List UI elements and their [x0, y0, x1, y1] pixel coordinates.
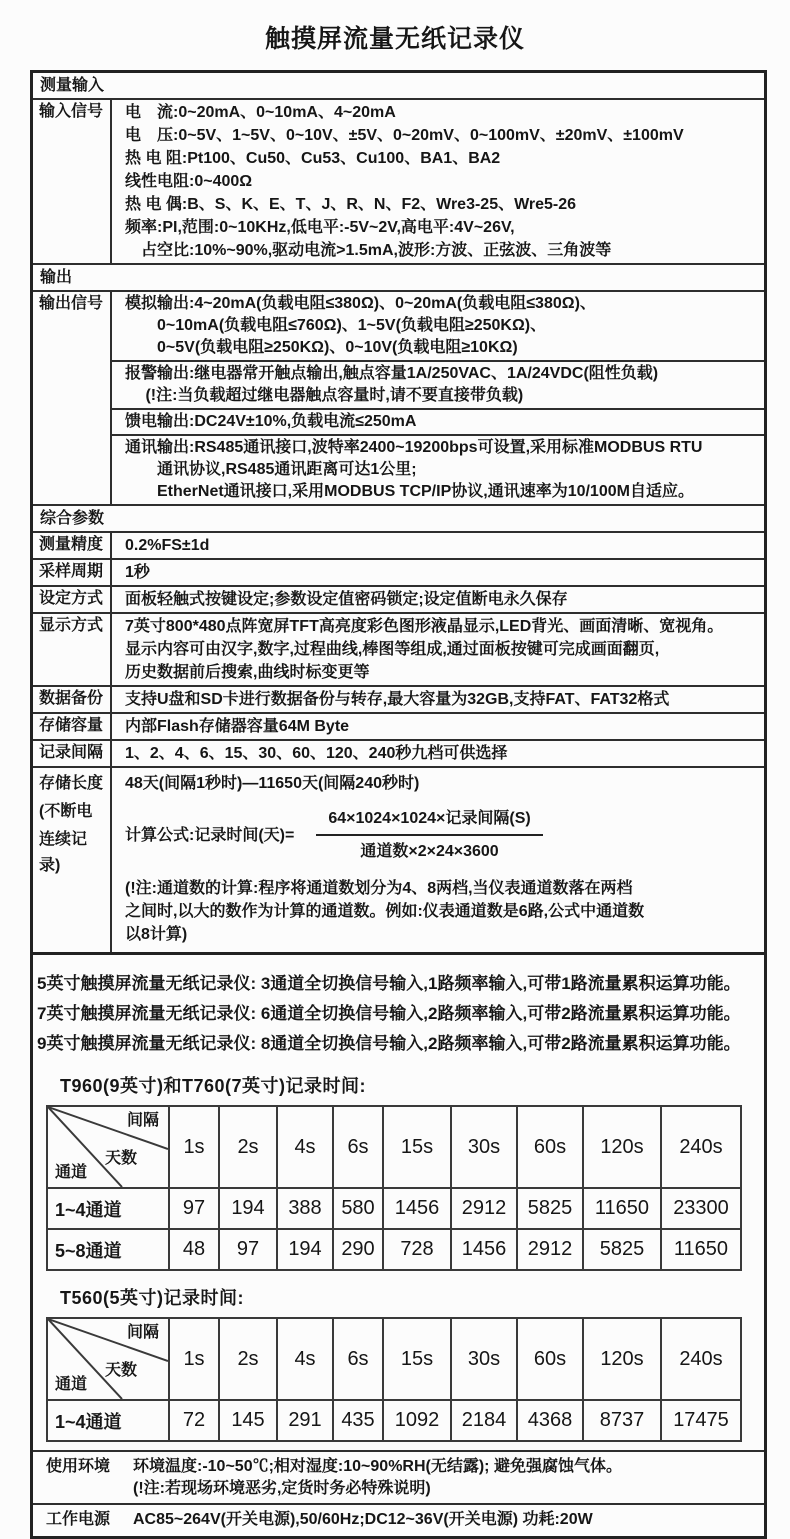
- storage-range-text: 48天(间隔1秒时)—11650天(间隔240秒时): [125, 775, 420, 792]
- spec-row-setting: [33, 585, 764, 612]
- value-cell: 23300: [661, 1188, 741, 1229]
- spec-text-line: 电 压:0~5V、1~5V、0~10V、±5V、0~20mV、0~100mV、±20mV、±100mV: [125, 127, 684, 144]
- spec-content-output-signal: [112, 292, 764, 504]
- spec-text-line: 7英寸800*480点阵宽屏TFT高亮度彩色图形液晶显示,LED背光、画面清晰、宽视角。: [125, 618, 724, 635]
- spec-label-capacity: 存储容量: [33, 714, 112, 739]
- spec-label-line: 存储长度: [39, 775, 104, 792]
- col-header: 2s: [219, 1106, 277, 1188]
- col-header: 60s: [517, 1318, 583, 1400]
- value-cell: 8737: [583, 1400, 661, 1441]
- spec-text-line: 占空比:10%~90%,驱动电流>1.5mA,波形:方波、正弦波、三角波等: [125, 242, 612, 259]
- value-cell: 97: [219, 1229, 277, 1270]
- row-label: 1~4通道: [47, 1400, 169, 1441]
- spec-label-input-signal: 输入信号: [33, 100, 112, 263]
- spec-label-sampling: 采样周期: [33, 560, 112, 585]
- section-row-general: [33, 504, 764, 531]
- note-line-5inch: 5英寸触摸屏流量无纸记录仪: 3通道全切换信号输入,1路频率输入,可带1路流量累积运算功能。: [37, 974, 741, 993]
- record-table-title-t560: T560(5英寸)记录时间:: [60, 1288, 245, 1308]
- section-row-measure-input: [33, 73, 764, 98]
- value-cell: 17475: [661, 1400, 741, 1441]
- storage-note-line: (!注:通道数的计算:程序将通道数划分为4、8两档,当仪表通道数落在两档: [125, 880, 633, 897]
- spec-label-interval: 记录间隔: [33, 741, 112, 766]
- spec-text-line: 通讯协议,RS485通讯距离可达1公里;: [125, 461, 417, 478]
- spec-content-storage-length: [112, 768, 764, 952]
- spec-text-line: 面板轻触式按键设定;参数设定值密码锁定;设定值断电永久保存: [125, 591, 568, 608]
- col-header: 30s: [451, 1106, 517, 1188]
- record-table-t960-t760: [46, 1105, 742, 1271]
- col-header: 4s: [277, 1106, 333, 1188]
- col-header: 4s: [277, 1318, 333, 1400]
- value-cell: 1092: [383, 1400, 451, 1441]
- spec-text-line: 历史数据前后搜索,曲线时标变更等: [125, 664, 370, 681]
- environment-line: (!注:若现场环境恶劣,定货时务必特殊说明): [133, 1480, 431, 1497]
- spec-text-line: EtherNet通讯接口,采用MODBUS TCP/IP协议,通讯速率为10/100M自适应。: [125, 483, 694, 500]
- spec-content-interval: [112, 741, 764, 766]
- spec-label-output-signal: 输出信号: [33, 292, 112, 504]
- spec-label-setting: 设定方式: [33, 587, 112, 612]
- spec-row-interval: [33, 739, 764, 766]
- spec-row-backup: [33, 685, 764, 712]
- spec-text-line: (!注:当负载超过继电器触点容量时,请不要直接带负载): [125, 387, 524, 404]
- spec-text-line: 频率:PI,范围:0~10KHz,低电平:-5V~2V,高电平:4V~26V,: [125, 219, 515, 236]
- corner-label-channel: 通道: [55, 1164, 88, 1181]
- formula-numerator: 64×1024×1024×记录间隔(S): [316, 807, 542, 836]
- corner-cell: [47, 1106, 169, 1188]
- table-row: [47, 1400, 741, 1441]
- spec-table: [30, 70, 767, 955]
- spec-text-line: 报警输出:继电器常开触点输出,触点容量1A/250VAC、1A/24VDC(阻性负载): [125, 365, 659, 382]
- corner-label-interval: 间隔: [126, 1112, 159, 1129]
- corner-label-days: 天数: [105, 1362, 138, 1379]
- spec-label-display: 显示方式: [33, 614, 112, 685]
- corner-label-channel: 通道: [55, 1376, 88, 1393]
- formula-denominator: 通道数×2×24×3600: [360, 843, 499, 860]
- storage-note-line: 以8计算): [125, 926, 188, 943]
- spec-text-line: 0~10mA(负载电阻≤760Ω)、1~5V(负载电阻≥250KΩ)、: [125, 317, 547, 334]
- col-header: 120s: [583, 1106, 661, 1188]
- output-sub-alarm: [112, 360, 764, 408]
- col-header: 15s: [383, 1106, 451, 1188]
- corner-cell: [47, 1318, 169, 1400]
- spec-content-display: [112, 614, 764, 685]
- value-cell: 2912: [517, 1229, 583, 1270]
- value-cell: 580: [333, 1188, 383, 1229]
- spec-content-input-signal: [112, 100, 764, 263]
- spec-text-line: 热 电 阻:Pt100、Cu50、Cu53、Cu100、BA1、BA2: [125, 150, 501, 167]
- corner-label-days: 天数: [105, 1150, 138, 1167]
- output-sub-comm: [112, 434, 764, 504]
- spec-text-line: 1秒: [125, 564, 150, 581]
- value-cell: 194: [219, 1188, 277, 1229]
- value-cell: 5825: [517, 1188, 583, 1229]
- spec-text-line: 电 流:0~20mA、0~10mA、4~20mA: [125, 104, 396, 121]
- col-header: 6s: [333, 1106, 383, 1188]
- section-header-general: 综合参数: [40, 510, 105, 527]
- spec-text-line: 通讯输出:RS485通讯接口,波特率2400~19200bps可设置,采用标准MODBUS RTU: [125, 439, 703, 456]
- value-cell: 2912: [451, 1188, 517, 1229]
- spec-text-line: 内部Flash存储器容量64M Byte: [125, 718, 350, 735]
- power-text: AC85~264V(开关电源),50/60Hz;DC12~36V(开关电源) 功耗:20W: [133, 1511, 593, 1528]
- output-sub-analog: [112, 292, 764, 360]
- formula-prefix: 计算公式:记录时间(天)=: [125, 826, 295, 844]
- row-label: 5~8通道: [47, 1229, 169, 1270]
- table-row: [47, 1229, 741, 1270]
- record-table-title-t960-t760: T960(9英寸)和T760(7英寸)记录时间:: [60, 1076, 367, 1096]
- value-cell: 48: [169, 1229, 219, 1270]
- col-header: 240s: [661, 1106, 741, 1188]
- col-header: 2s: [219, 1318, 277, 1400]
- spec-text-line: 支持U盘和SD卡进行数据备份与转存,最大容量为32GB,支持FAT、FAT32格式: [125, 691, 670, 708]
- value-cell: 5825: [583, 1229, 661, 1270]
- spec-label-storage-length: [33, 768, 112, 952]
- section-header-output: 输出: [40, 269, 73, 286]
- spec-label-backup: 数据备份: [33, 687, 112, 712]
- col-header: 1s: [169, 1318, 219, 1400]
- page-title: 触摸屏流量无纸记录仪: [264, 25, 525, 53]
- spec-row-output-signal: [33, 290, 764, 504]
- spec-text-line: 馈电输出:DC24V±10%,负载电流≤250mA: [125, 413, 417, 430]
- spec-row-storage-length: [33, 766, 764, 952]
- col-header: 1s: [169, 1106, 219, 1188]
- value-cell: 11650: [583, 1188, 661, 1229]
- environment-text: [133, 1456, 764, 1500]
- formula-fraction: [316, 807, 542, 863]
- record-table-t560: [46, 1317, 742, 1442]
- col-header: 120s: [583, 1318, 661, 1400]
- spec-text-line: 1、2、4、6、15、30、60、120、240秒九档可供选择: [125, 745, 508, 762]
- value-cell: 145: [219, 1400, 277, 1441]
- value-cell: 728: [383, 1229, 451, 1270]
- col-header: 30s: [451, 1318, 517, 1400]
- note-line-9inch: 9英寸触摸屏流量无纸记录仪: 8通道全切换信号输入,2路频率输入,可带2路流量累积运算功能。: [37, 1034, 741, 1053]
- spec-row-input-signal: [33, 98, 764, 263]
- environment-line: 环境温度:-10~50℃;相对湿度:10~90%RH(无结露); 避免强腐蚀气体。: [133, 1458, 622, 1475]
- value-cell: 72: [169, 1400, 219, 1441]
- spec-content-accuracy: [112, 533, 764, 558]
- spec-content-capacity: [112, 714, 764, 739]
- storage-note-line: 之间时,以大的数作为计算的通道数。例如:仪表通道数是6路,公式中通道数: [125, 903, 645, 920]
- spec-text-line: 模拟输出:4~20mA(负载电阻≤380Ω)、0~20mA(负载电阻≤380Ω)、: [125, 295, 596, 312]
- spec-row-capacity: [33, 712, 764, 739]
- value-cell: 97: [169, 1188, 219, 1229]
- spec-text-line: 显示内容可由汉字,数字,过程曲线,棒图等组成,通过面板按键可完成画面翻页,: [125, 641, 660, 658]
- section-row-output: [33, 263, 764, 290]
- environment-row: [33, 1450, 764, 1503]
- record-time-formula: [125, 807, 760, 863]
- spec-content-backup: [112, 687, 764, 712]
- output-sub-feed: [112, 408, 764, 434]
- power-row: [33, 1503, 764, 1536]
- value-cell: 435: [333, 1400, 383, 1441]
- spec-content-sampling: [112, 560, 764, 585]
- spec-label-line: (不断电: [39, 803, 93, 820]
- power-label: 工作电源: [46, 1511, 111, 1528]
- spec-row-display: [33, 612, 764, 685]
- table-row: [47, 1188, 741, 1229]
- value-cell: 194: [277, 1229, 333, 1270]
- note-line-7inch: 7英寸触摸屏流量无纸记录仪: 6通道全切换信号输入,2路频率输入,可带2路流量累积运算功能。: [37, 1004, 741, 1023]
- value-cell: 11650: [661, 1229, 741, 1270]
- spec-text-line: 0.2%FS±1d: [125, 537, 210, 554]
- spec-text-line: 热 电 偶:B、S、K、E、T、J、R、N、F2、Wre3-25、Wre5-26: [125, 196, 577, 213]
- value-cell: 290: [333, 1229, 383, 1270]
- value-cell: 4368: [517, 1400, 583, 1441]
- spec-text-line: 线性电阻:0~400Ω: [125, 173, 253, 190]
- notes-section: [30, 955, 767, 1539]
- col-header: 240s: [661, 1318, 741, 1400]
- corner-label-interval: 间隔: [126, 1324, 159, 1341]
- col-header: 6s: [333, 1318, 383, 1400]
- value-cell: 388: [277, 1188, 333, 1229]
- spec-text-line: 0~5V(负载电阻≥250KΩ)、0~10V(负载电阻≥10KΩ): [125, 339, 518, 356]
- value-cell: 1456: [383, 1188, 451, 1229]
- environment-label: 使用环境: [46, 1458, 111, 1475]
- value-cell: 2184: [451, 1400, 517, 1441]
- col-header: 60s: [517, 1106, 583, 1188]
- spec-label-line: 连续记录): [39, 831, 88, 874]
- value-cell: 1456: [451, 1229, 517, 1270]
- spec-row-accuracy: [33, 531, 764, 558]
- col-header: 15s: [383, 1318, 451, 1400]
- spec-content-setting: [112, 587, 764, 612]
- row-label: 1~4通道: [47, 1188, 169, 1229]
- spec-row-sampling: [33, 558, 764, 585]
- spec-label-accuracy: 测量精度: [33, 533, 112, 558]
- value-cell: 291: [277, 1400, 333, 1441]
- section-header-measure-input: 测量输入: [40, 77, 105, 94]
